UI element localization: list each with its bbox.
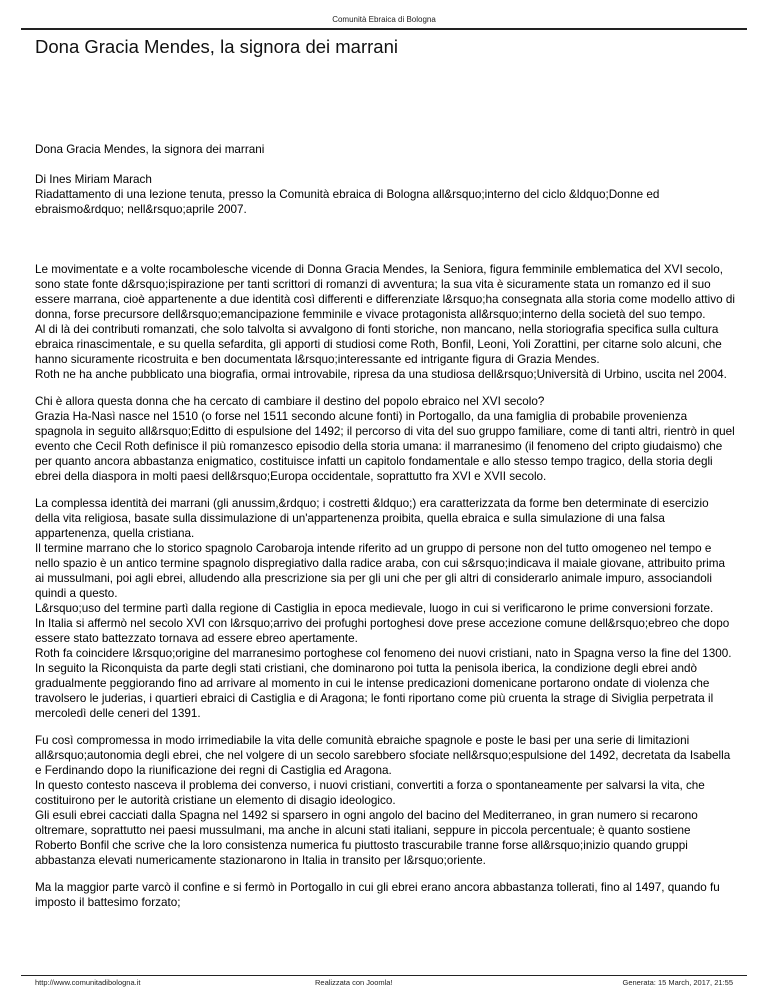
footer-divider (21, 975, 747, 976)
page-title: Dona Gracia Mendes, la signora dei marrani (35, 36, 398, 57)
header-divider (21, 28, 747, 30)
paragraph (35, 496, 735, 721)
article-subtitle: Dona Gracia Mendes, la signora dei marrani (35, 143, 265, 156)
paragraph-line: Gli esuli ebrei cacciati dalla Spagna nel 1492 si sparsero in ogni angolo del bacino del Mediterraneo, in gran numero si recarono oltremare, soprattutto nei paesi mussulmani, ma anche in alcuni stati italiani, seppure in piccola percentuale; è quanto sostiene Roberto Bonfil che scrive che la loro consistenza numerica fu piuttosto trascurabile tranne forse all&rsquo;inizio quando gruppi abbastanza elevati numericamente stazionarono in Italia in transito per l&rsquo;oriente. (35, 809, 698, 867)
paragraph-line: Il termine marrano che lo storico spagnolo Carobaroja intende riferito ad un gruppo di persone non del tutto omogeneo nel tempo e nello spazio è un antico termine spagnolo dispregiativo dalla radice araba, con cui s&rsquo;indicava il maiale giovane, attribuito prima ai mussulmani, poi agli ebrei, alludendo alla prescrizione sia per gli uni che per gli altri di considerarlo animale impuro, associandoli quindi a questo. (35, 542, 725, 600)
paragraph-line: In seguito la Riconquista da parte degli stati cristiani, che dominarono poi tutta la penisola iberica, la condizione degli ebrei andò gradualmente peggiorando fino ad arrivare al momento in cui le intense predicazioni domenicane portarono ondate di violenza che travolsero le juderias, i quartieri ebraici di Castiglia e di Aragona; le fonti riportano come più cruenta la strage di Siviglia perpetrata il mercoledì delle ceneri del 1391. (35, 662, 714, 720)
article-intro (35, 142, 735, 217)
paragraph-line: Chi è allora questa donna che ha cercato di cambiare il destino del popolo ebraico nel XVI secolo? (35, 395, 545, 408)
paragraph-line: In Italia si affermò nel secolo XVI con l&rsquo;arrivo dei profughi portoghesi dove prese accezione comune dell&rsquo;ebreo che dopo essere stato battezzato tornava ad essere ebreo apertamente. (35, 617, 730, 645)
paragraph-line: La complessa identità dei marrani (gli anussim,&rdquo; i costretti &ldquo;) era caratterizzata da forme ben determinate di esercizio della vita religiosa, basate sulla dissimulazione di un'appartenenza proibita, quella ebraica e sulla simulazione di una falsa appartenenza, quella cristiana. (35, 497, 709, 540)
paragraph (35, 880, 735, 910)
paragraph-line: Grazia Ha-Nasì nasce nel 1510 (o forse nel 1511 secondo alcune fonti) in Portogallo, da una famiglia di probabile provenienza spagnola in seguito all&rsquo;Editto di espulsione del 1492; il percorso di vita del suo gruppo familiare, come di tanti altri, rientrò in quel evento che Cecil Roth definisce il più romanzesco episodio della storia umana: il marranesimo (il fenomeno del cripto giudaismo) che per quanto ancora abbastanza enigmatico, costituisce infatti un capitolo fondamentale e allo stesso tempo tragico, della storia degli ebrei della diaspora in molti paesi dell&rsquo;Europa occidentale, soprattutto fra XVI e XVII secolo. (35, 410, 735, 483)
site-url: http://www.comunitadibologna.it (35, 978, 141, 987)
article-body (35, 262, 735, 922)
paragraph-line: Al di là dei contributi romanzati, che solo talvolta si avvalgono di fonti storiche, non mancano, nella storiografia specifica sulla cultura ebraica rinascimentale, e su quella sefardita, gli apporti di studiosi come Roth, Bonfil, Leoni, Yoli Zorattini, per citarne solo alcuni, che hanno sicuramente ricostruita e ben documentata l&rsquo;interessante ed intrigante figura di Grazia Mendes. (35, 323, 722, 366)
paragraph (35, 733, 735, 868)
paragraph-line: Fu così compromessa in modo irrimediabile la vita delle comunità ebraiche spagnole e poste le basi per una serie di limitazioni all&rsquo;autonomia degli ebrei, che nel volgere di un secolo sarebbero sfociate nell&rsquo;espulsione del 1492, decretata da Isabella e Ferdinando dopo la riunificazione dei regni di Castiglia ed Aragona. (35, 734, 731, 777)
generated-date: Generata: 15 March, 2017, 21:55 (622, 978, 733, 987)
paragraph-line: Le movimentate e a volte rocambolesche vicende di Donna Gracia Mendes, la Seniora, figura femminile emblematica del XVI secolo, sono state fonte d&rsquo;ispirazione per tanti scrittori di romanzi di avventura; la sua vita è sicuramente stata un romanzo ed il suo essere marrana, cioè appartenente a due identità così differenti e differenziate l&rsquo;ha consegnata alla storia come modello attivo di donna, forse precursore dell&rsquo;emancipazione femminile e vivace protagonista all&rsquo;interno della società del suo tempo. (35, 263, 735, 321)
site-header: Comunità Ebraica di Bologna (332, 15, 436, 24)
paragraph-line: In questo contesto nasceva il problema dei converso, i nuovi cristiani, convertiti a forza o spontaneamente per salvarsi la vita, che costituirono per le autorità cristiane un elemento di disagio ideologico. (35, 779, 705, 807)
paragraph-line: Roth ne ha anche pubblicato una biografia, ormai introvabile, ripresa da una studiosa dell&rsquo;Università di Urbino, uscita nel 2004. (35, 368, 727, 381)
paragraph-line: Ma la maggior parte varcò il confine e si fermò in Portogallo in cui gli ebrei erano ancora abbastanza tollerati, fino al 1497, quando fu imposto il battesimo forzato; (35, 881, 720, 909)
paragraph (35, 394, 735, 484)
paragraph-line: L&rsquo;uso del termine partì dalla regione di Castiglia in epoca medievale, luogo in cui si verificarono le prime conversioni forzate. (35, 602, 714, 615)
made-with-text: Realizzata con Joomla! (315, 978, 393, 987)
article-author: Di Ines Miriam Marach (35, 173, 152, 186)
paragraph-line: Roth fa coincidere l&rsquo;origine del marranesimo portoghese col fenomeno dei nuovi cristiani, nato in Spagna verso la fine del 1300. (35, 647, 732, 660)
article-note: Riadattamento di una lezione tenuta, presso la Comunità ebraica di Bologna all&rsquo;interno del ciclo &ldquo;Donne ed ebraismo&rdquo; nell&rsquo;aprile 2007. (35, 188, 660, 216)
paragraph (35, 262, 735, 382)
